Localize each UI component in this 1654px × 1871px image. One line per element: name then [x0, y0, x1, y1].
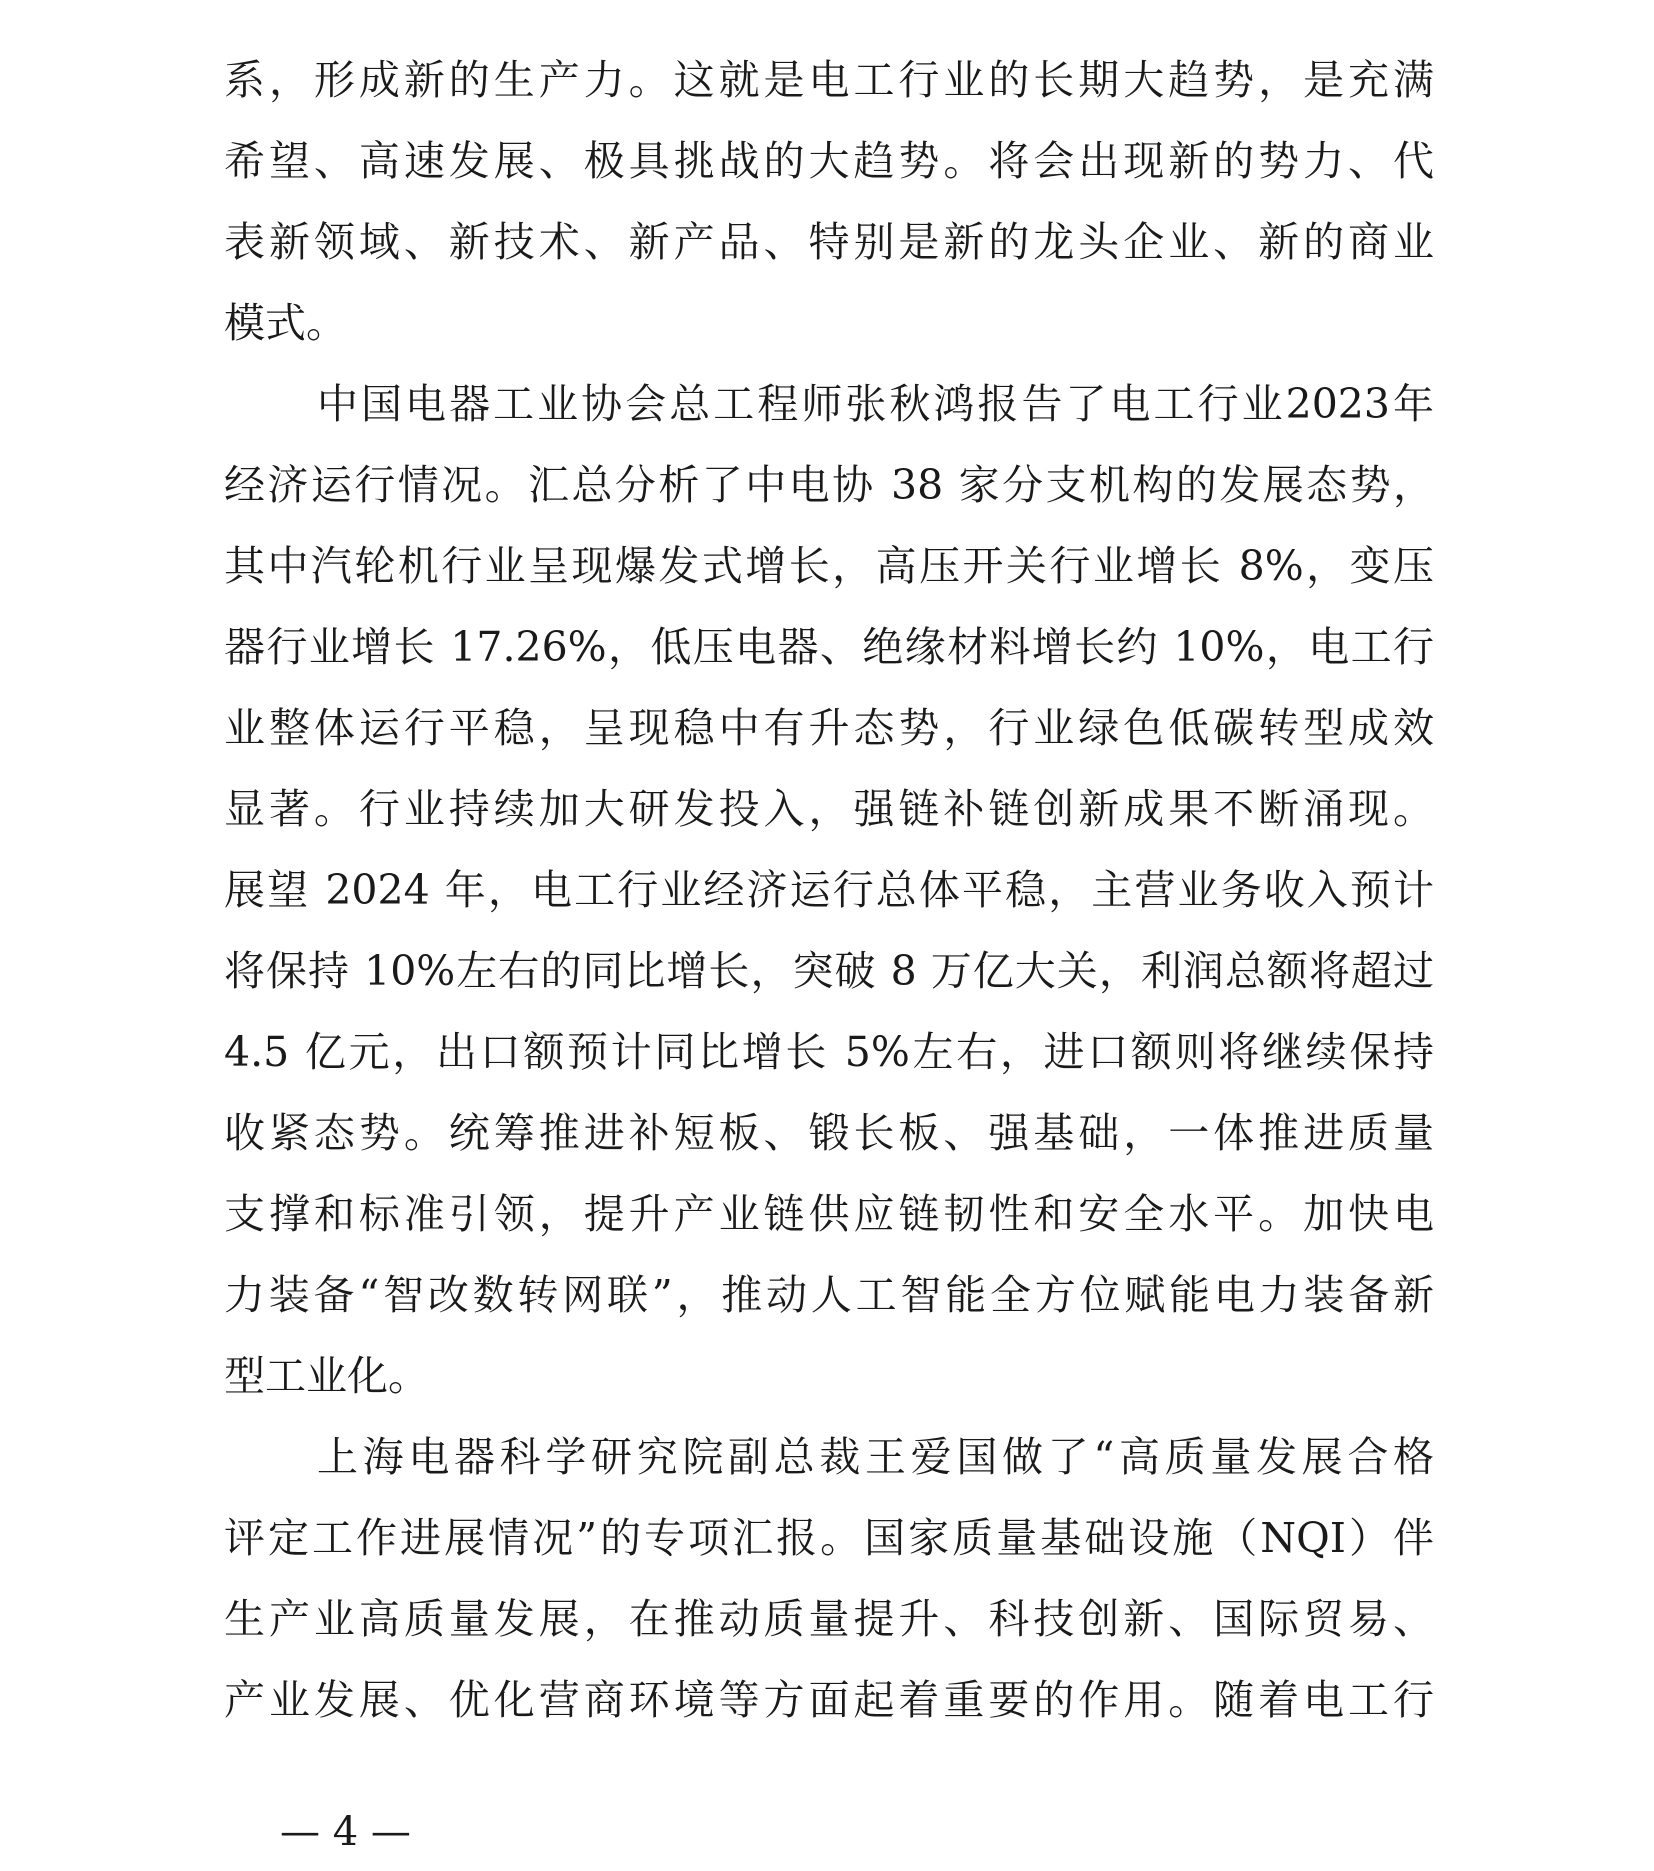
text-line: 表新领域、新技术、新产品、特别是新的龙头企业、新的商业	[224, 218, 1434, 266]
text-line: 产业发展、优化营商环境等方面起着重要的作用。随着电工行	[224, 1676, 1434, 1724]
text-line: 经济运行情况。汇总分析了中电协 38 家分支机构的发展态势，	[224, 461, 1434, 509]
text-line: 收紧态势。统筹推进补短板、锻长板、强基础，一体推进质量	[224, 1109, 1434, 1157]
text-line: 中国电器工业协会总工程师张秋鸿报告了电工行业2023年	[317, 380, 1434, 428]
text-line: 将保持 10%左右的同比增长，突破 8 万亿大关，利润总额将超过	[224, 947, 1434, 995]
text-line: 系，形成新的生产力。这就是电工行业的长期大趋势，是充满	[224, 56, 1434, 104]
text-line: 型工业化。	[224, 1352, 429, 1400]
body-text	[224, 40, 1434, 1741]
text-line: 力装备“智改数转网联”，推动人工智能全方位赋能电力装备新	[224, 1271, 1434, 1319]
text-line: 显著。行业持续加大研发投入，强链补链创新成果不断涌现。	[224, 785, 1434, 833]
text-line: 支撑和标准引领，提升产业链供应链韧性和安全水平。加快电	[224, 1190, 1434, 1238]
text-line: 器行业增长 17.26%，低压电器、绝缘材料增长约 10%，电工行	[224, 623, 1434, 671]
text-line: 希望、高速发展、极具挑战的大趋势。将会出现新的势力、代	[224, 137, 1434, 185]
text-line: 业整体运行平稳，呈现稳中有升态势，行业绿色低碳转型成效	[224, 704, 1434, 752]
text-line: 生产业高质量发展，在推动质量提升、科技创新、国际贸易、	[224, 1595, 1434, 1643]
text-line: 展望 2024 年，电工行业经济运行总体平稳，主营业务收入预计	[224, 866, 1434, 914]
text-line: 上海电器科学研究院副总裁王爱国做了“高质量发展合格	[317, 1433, 1434, 1481]
text-line: 其中汽轮机行业呈现爆发式增长，高压开关行业增长 8%，变压	[224, 542, 1434, 590]
text-line: 模式。	[224, 299, 347, 347]
page-number: — 4 —	[280, 1809, 411, 1855]
text-line: 评定工作进展情况”的专项汇报。国家质量基础设施（NQI）伴	[224, 1514, 1434, 1562]
text-line: 4.5 亿元，出口额预计同比增长 5%左右，进口额则将继续保持	[224, 1028, 1434, 1076]
